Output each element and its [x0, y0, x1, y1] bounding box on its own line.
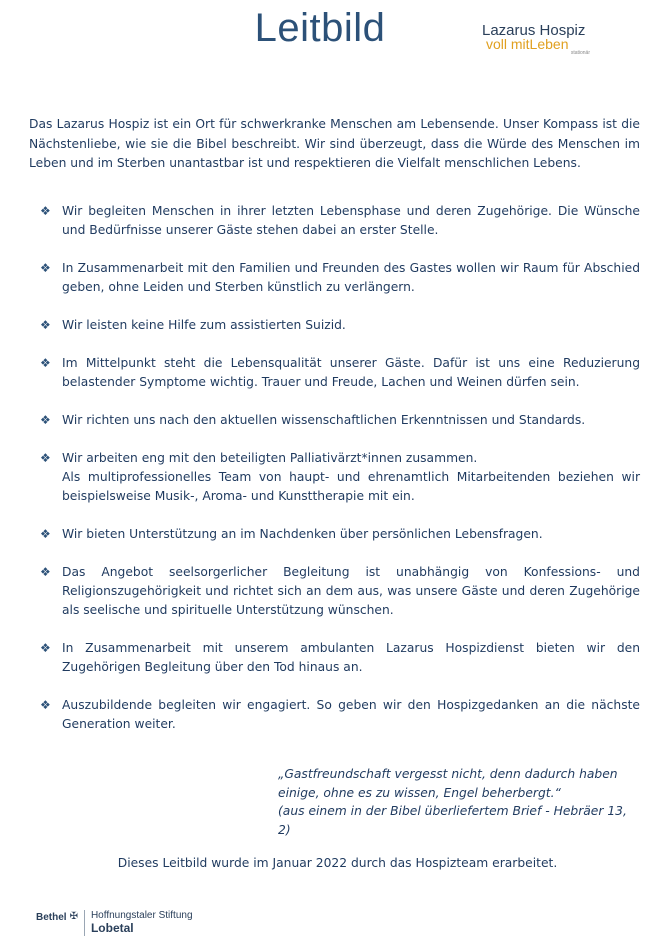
list-item — [40, 696, 640, 734]
organization-logo — [36, 910, 193, 942]
list-item — [40, 411, 640, 430]
list-item-text: Wir begleiten Menschen in ihrer letzten Lebensphase und deren Zugehörige. Die Wünsche und Bedürfnisse unserer Gäste stehen dabei an erster Stelle. — [62, 204, 640, 237]
list-item — [40, 354, 640, 392]
list-item-text: Im Mittelpunkt steht die Lebensqualität unserer Gäste. Dafür ist uns eine Reduzierung belastender Symptome wichtig. Trauer und Freude, Lachen und Weinen dürfen sein. — [62, 356, 640, 389]
foundation-line1: Hoffnungstaler Stiftung — [90, 910, 193, 921]
list-item — [40, 259, 640, 297]
page-title: Leitbild — [254, 6, 386, 50]
list-item — [40, 563, 640, 620]
cross-icon: ✠ — [69, 911, 78, 922]
foundation-line2: Lobetal — [90, 921, 134, 935]
intro-paragraph: Das Lazarus Hospiz ist ein Ort für schwerkranke Menschen am Lebensende. Unser Kompass ist die Nächstenliebe, wie sie die Bibel beschreibt. Wir sind überzeugt, dass die Würde des Menschen im Leben und im Sterben unantastbar ist und respektieren die Vielfalt menschlichen Lebens. — [29, 117, 640, 170]
list-item-text: In Zusammenarbeit mit den Familien und Freunden des Gastes wollen wir Raum für Abschied geben, ohne Leiden und Sterben künstlich zu verlängern. — [62, 261, 640, 294]
list-item-continuation: Als multiprofessionelles Team von haupt- und ehrenamtlich Mitarbeitenden beziehen wir beispielsweise Musik-, Aroma- und Kunsttherapie mit ein. — [62, 470, 640, 503]
bible-quote — [278, 765, 638, 839]
diamond-bullet-icon: ❖ — [40, 356, 51, 370]
list-item — [40, 639, 640, 677]
diamond-bullet-icon: ❖ — [40, 527, 51, 541]
diamond-bullet-icon: ❖ — [40, 318, 51, 332]
principles-list — [40, 202, 640, 753]
quote-line: „Gastfreundschaft vergesst nicht, denn dadurch haben — [278, 767, 618, 781]
list-item — [40, 525, 640, 544]
list-item-text-multi — [62, 449, 640, 506]
bethel-label: Bethel — [36, 912, 67, 923]
diamond-bullet-icon: ❖ — [40, 641, 51, 655]
logo-divider — [84, 910, 85, 936]
list-item-text: Wir arbeiten eng mit den beteiligten Palliativärzt*innen zusammen. — [62, 451, 478, 465]
list-item-text: Wir richten uns nach den aktuellen wissenschaftlichen Erkenntnissen und Standards. — [62, 413, 586, 427]
diamond-bullet-icon: ❖ — [40, 413, 51, 427]
quote-line: einige, ohne es zu wissen, Engel beherbergt.“ — [278, 785, 561, 800]
diamond-bullet-icon: ❖ — [40, 698, 51, 712]
footer-note: Dieses Leitbild wurde im Januar 2022 durch das Hospizteam erarbeitet. — [117, 856, 558, 870]
diamond-bullet-icon: ❖ — [40, 261, 51, 275]
logo-subtitle: stationär — [570, 50, 590, 56]
foundation-name — [91, 910, 193, 935]
logo-name: Lazarus Hospiz — [482, 22, 586, 39]
list-item-text: Auszubildende begleiten wir engagiert. So geben wir den Hospizgedanken an die nächste Generation weiter. — [62, 698, 640, 731]
lazarus-hospiz-logo — [482, 22, 612, 56]
list-item-text: Wir bieten Unterstützung an im Nachdenken über persönlichen Lebensfragen. — [62, 527, 543, 541]
diamond-bullet-icon: ❖ — [40, 565, 51, 579]
list-item-text: Wir leisten keine Hilfe zum assistierten Suizid. — [62, 318, 346, 332]
list-item — [40, 449, 640, 506]
quote-source: (aus einem in der Bibel überliefertem Brief - Hebräer 13, 2) — [278, 804, 627, 837]
list-item-text: In Zusammenarbeit mit unserem ambulanten Lazarus Hospizdienst bieten wir den Zugehörigen Begleitung über den Tod hinaus an. — [62, 641, 640, 674]
list-item-text: Das Angebot seelsorgerlicher Begleitung ist unabhängig von Konfessions- und Religionszugehörigkeit und richtet sich an dem aus, was unsere Gäste und deren Zugehörige als seelische und spirituelle Unterstützung wünschen. — [62, 565, 640, 617]
list-item — [40, 316, 640, 335]
list-item — [40, 202, 640, 240]
diamond-bullet-icon: ❖ — [40, 451, 51, 465]
diamond-bullet-icon: ❖ — [40, 204, 51, 218]
logo-slogan: voll mitLeben — [486, 36, 569, 52]
